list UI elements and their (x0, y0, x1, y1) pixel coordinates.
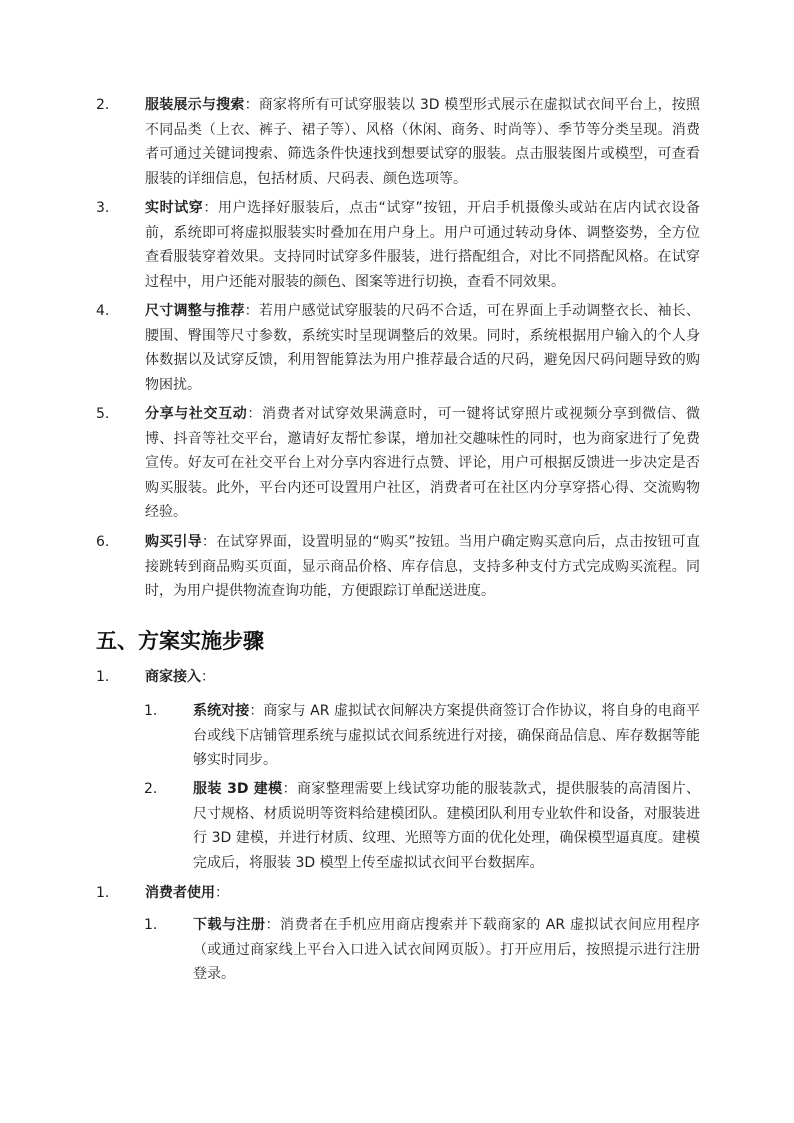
list-item (96, 402, 700, 525)
list-number: 2. (96, 97, 110, 113)
list-item-text: ：用户选择好服装后，点击“试穿”按钮，开启手机摄像头或站在店内试衣设备前，系统即可将虚拟服装实时叠加在用户身上。用户可通过转动身体、调整姿势，全方位查看服装穿着效果。支持同时试穿多件服装，进行搭配组合，对比不同搭配风格。在试穿过程中，用户还能对服装的颜色、图案等进行切换，查看不同效果。 (145, 200, 700, 290)
step-text: ： (201, 669, 215, 685)
list-item-text: ：商家将所有可试穿服装以 3D 模型形式展示在虚拟试衣间平台上，按照不同品类（上衣、裤子、裙子等）、风格（休闲、商务、时尚等）、季节等分类呈现。消费者可通过关键词搜索、筛选条件快速找到想要试穿的服装。点击服装图片或模型，可查看服装的详细信息，包括材质、尺码表、颜色选项等。 (145, 97, 701, 187)
sub-item-title: 系统对接 (193, 703, 250, 719)
list-item-text: ：在试穿界面，设置明显的“购买”按钮。当用户确定购买意向后，点击按钮可直接跳转到商品购买页面，显示商品价格、库存信息，支持多种支付方式完成购买流程。同时，为用户提供物流查询功能，方便跟踪订单配送进度。 (145, 534, 700, 599)
sub-item-body (193, 913, 700, 987)
list-item-body (145, 93, 700, 191)
list-item-body (145, 196, 700, 294)
step-number: 1. (96, 669, 110, 685)
list-item-title: 尺寸调整与推荐 (145, 303, 245, 319)
list-item-body (145, 402, 700, 525)
list-item (96, 530, 700, 604)
sub-item-title: 服装 3D 建模 (193, 781, 283, 797)
sub-item-body (193, 777, 700, 875)
section-heading: 五、方案实施步骤 (96, 629, 264, 653)
list-number: 5. (96, 406, 110, 422)
sub-item (144, 913, 700, 987)
sub-item-text: ：消费者在手机应用商店搜索并下载商家的 AR 虚拟试衣间应用程序（或通过商家线上平台入口进入试衣间网页版）。打开应用后，按照提示进行注册登录。 (193, 917, 700, 982)
sub-item-body (193, 699, 700, 773)
list-item-title: 分享与社交互动 (145, 406, 248, 422)
sub-number: 2. (144, 781, 158, 797)
list-number: 4. (96, 303, 110, 319)
list-number: 6. (96, 534, 110, 550)
list-item-text: ：若用户感觉试穿服装的尺码不合适，可在界面上手动调整衣长、袖长、腰围、臀围等尺寸参数，系统实时呈现调整后的效果。同时，系统根据用户输入的个人身体数据以及试穿反馈，利用智能算法为用户推荐最合适的尺码，避免因尺码问题导致的购物困扰。 (145, 303, 701, 393)
list-item (96, 93, 700, 191)
list-item (96, 196, 700, 294)
list-item-body (145, 299, 700, 397)
sub-item-text: ：商家与 AR 虚拟试衣间解决方案提供商签订合作协议，将自身的电商平台或线下店铺管理系统与虚拟试衣间系统进行对接，确保商品信息、库存数据等能够实时同步。 (193, 703, 700, 768)
step-item (96, 881, 700, 906)
sub-item-title: 下载与注册 (193, 917, 266, 933)
sub-item (144, 699, 700, 773)
sub-number: 1. (144, 703, 158, 719)
step-title: 消费者使用 (145, 885, 215, 901)
sub-number: 1. (144, 917, 158, 933)
step-number: 1. (96, 885, 110, 901)
sub-item (144, 777, 700, 875)
list-item-text: ：消费者对试穿效果满意时，可一键将试穿照片或视频分享到微信、微博、抖音等社交平台，邀请好友帮忙参谋，增加社交趣味性的同时，也为商家进行了免费宣传。好友可在社交平台上对分享内容进行点赞、评论，用户可根据反馈进一步决定是否购买服装。此外，平台内还可设置用户社区，消费者可在社区内分享穿搭心得、交流购物经验。 (145, 406, 701, 520)
step-body (145, 665, 700, 690)
sub-item-text: ：商家整理需要上线试穿功能的服装款式，提供服装的高清图片、尺寸规格、材质说明等资料给建模团队。建模团队利用专业软件和设备，对服装进行 3D 建模，并进行材质、纹理、光照等方面的优化处理，确保模型逼真度。建模完成后，将服装 3D 模型上传至虚拟试衣间平台数据库。 (193, 781, 700, 871)
list-item-title: 实时试穿 (145, 200, 204, 216)
step-title: 商家接入 (145, 669, 201, 685)
list-number: 3. (96, 200, 110, 216)
step-item (96, 665, 700, 690)
list-item-title: 服装展示与搜索 (145, 97, 245, 113)
list-item-body (145, 530, 700, 604)
step-body (145, 881, 700, 906)
step-text: ： (215, 885, 229, 901)
list-item (96, 299, 700, 397)
list-item-title: 购买引导 (145, 534, 202, 550)
